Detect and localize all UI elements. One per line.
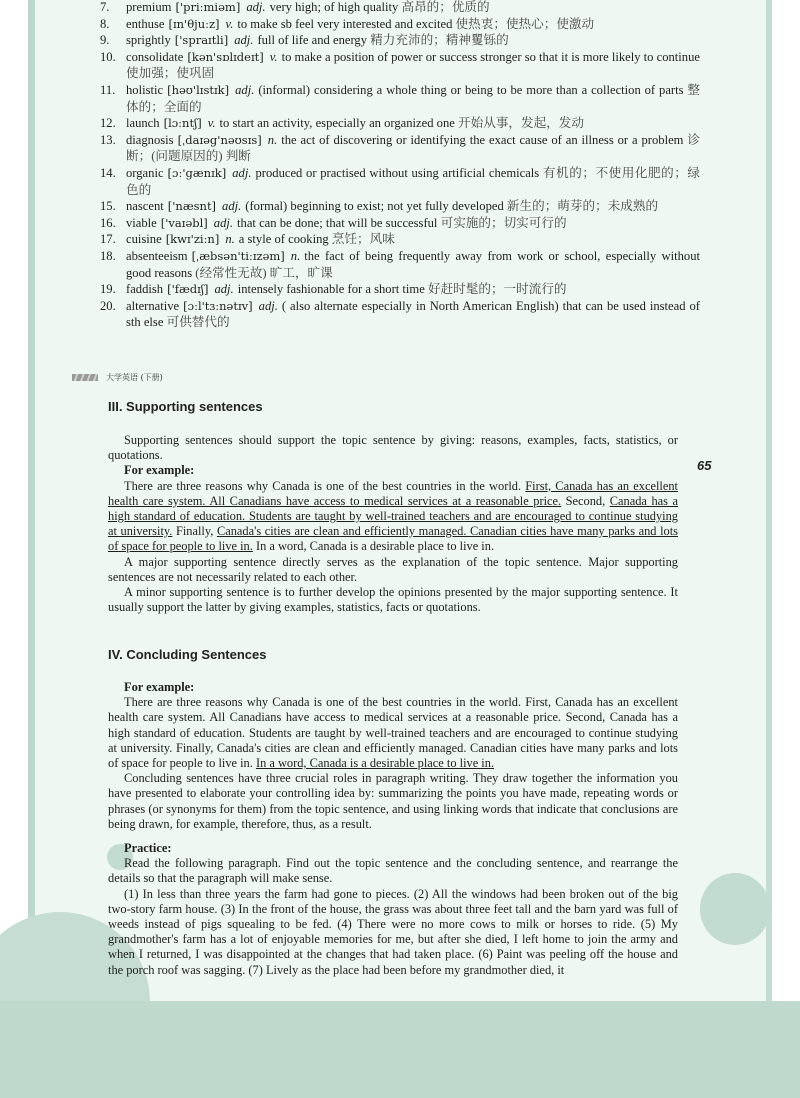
entry-definition: that can be done; that will be successful bbox=[237, 215, 438, 230]
entry-body bbox=[126, 115, 700, 132]
entry-part-of-speech: n. bbox=[225, 232, 235, 247]
vocabulary-list bbox=[100, 0, 700, 331]
entry-word: alternative bbox=[126, 298, 180, 313]
supporting-sentence-underlined: First, Canada has an excellent health care system. All Canadians have access to medical services at a reasonable price. bbox=[108, 478, 679, 508]
entry-definition: (informal) considering a whole thing or being to be more than a collection of parts bbox=[258, 82, 684, 97]
entry-number: 16. bbox=[100, 215, 116, 230]
entry-part-of-speech: v. bbox=[269, 49, 278, 64]
entry-chinese-translation: 诊断；(问题原因的) 判断 bbox=[126, 132, 700, 164]
entry-body bbox=[126, 16, 700, 33]
minor-supporting-explanation: A minor supporting sentence is to further develop the opinions presented by the major supporting sentence. It usually support the latter by giving examples, statistics, facts or quotations. bbox=[108, 585, 678, 615]
entry-chinese-translation: 开始从事，发起，发动 bbox=[458, 116, 584, 131]
running-head bbox=[72, 372, 163, 383]
entry-word: viable bbox=[126, 215, 157, 230]
entry-word: absenteeism bbox=[126, 248, 188, 263]
supporting-sentences-body bbox=[108, 433, 678, 615]
entry-definition: the fact of being frequently away from work or school, especially without good reasons bbox=[126, 248, 700, 280]
entry-number: 8. bbox=[100, 16, 110, 31]
entry-chinese-translation: 新生的；萌芽的；未成熟的 bbox=[506, 199, 659, 214]
entry-chinese-translation: 使加强；使巩固 bbox=[126, 66, 215, 81]
entry-definition: a style of cooking bbox=[238, 232, 329, 247]
entry-body bbox=[126, 198, 700, 215]
entry-definition: very high; of high quality bbox=[269, 0, 399, 14]
entry-number: 18. bbox=[100, 248, 116, 263]
entry-chinese-translation: 使热衷；使热心；使激动 bbox=[455, 16, 595, 31]
entry-chinese-translation: 精力充沛的；精神矍铄的 bbox=[370, 33, 509, 48]
entry-body bbox=[126, 298, 700, 331]
supporting-intro: Supporting sentences should support the topic sentence by giving: reasons, examples, facts, statistics, or quotations. bbox=[108, 433, 678, 463]
entry-part-of-speech: adj. bbox=[258, 298, 278, 313]
example-text: Second, bbox=[561, 493, 610, 508]
vocabulary-entry bbox=[100, 32, 700, 49]
entry-pronunciation: ['spraɪtli] bbox=[174, 33, 229, 48]
entry-number: 7. bbox=[100, 0, 110, 14]
entry-chinese-translation: 烹饪；风味 bbox=[331, 232, 395, 247]
entry-body bbox=[126, 231, 700, 248]
concluding-sentence-underlined: In a word, Canada is a desirable place to live in. bbox=[255, 756, 495, 771]
entry-number: 15. bbox=[100, 199, 116, 214]
entry-number: 12. bbox=[100, 116, 116, 131]
entry-pronunciation: [kwɪ'ziːn] bbox=[165, 232, 220, 247]
entry-body bbox=[126, 0, 700, 16]
vocabulary-entry bbox=[100, 0, 700, 16]
entry-part-of-speech: adj. bbox=[214, 282, 234, 297]
entry-body bbox=[126, 248, 700, 281]
entry-word: cuisine bbox=[126, 232, 162, 247]
vocabulary-entry bbox=[100, 231, 700, 248]
decorative-circle-right bbox=[700, 873, 770, 945]
entry-pronunciation: [lɔːntʃ] bbox=[163, 116, 202, 131]
vocabulary-entry bbox=[100, 248, 700, 281]
example-text: There are three reasons why Canada is one of the best countries in the world. bbox=[124, 478, 526, 493]
entry-chinese-translation: 可实施的；切实可行的 bbox=[440, 215, 567, 230]
entry-body bbox=[126, 165, 700, 198]
vocabulary-entry bbox=[100, 132, 700, 165]
vocabulary-entry bbox=[100, 281, 700, 298]
example-text: Finally, bbox=[172, 524, 217, 539]
entry-definition: to make sb feel very interested and excited bbox=[237, 16, 453, 31]
example-text: There are three reasons why Canada is one of the best countries in the world. First, Canada has an excellent health care system. All Canadians have access to medical services at a reasonable price. Second, Canada has a high standard of education. Students are taught by well-trained teachers and are encouraged to continue studying at university. Finally, Canada's cities are clean and efficiently managed. Canadian cities have many parks and lots of space for people to live in. bbox=[108, 695, 678, 771]
entry-number: 14. bbox=[100, 165, 116, 180]
entry-number: 19. bbox=[100, 282, 116, 297]
page-number: 65 bbox=[697, 458, 712, 473]
entry-body bbox=[126, 132, 700, 165]
entry-definition: produced or practised without using artificial chemicals bbox=[255, 165, 540, 180]
entry-chinese-translation: 整体的；全面的 bbox=[126, 82, 700, 114]
vocabulary-entry bbox=[100, 49, 700, 82]
entry-word: consolidate bbox=[126, 49, 184, 64]
entry-body bbox=[126, 82, 700, 115]
vocabulary-entry bbox=[100, 16, 700, 33]
entry-number: 9. bbox=[100, 33, 110, 48]
entry-pronunciation: [ˌdaɪəg'nəʊsɪs] bbox=[177, 132, 262, 147]
entry-word: sprightly bbox=[126, 33, 171, 48]
entry-chinese-translation: 高昂的；优质的 bbox=[401, 0, 490, 14]
running-head-stripe-icon bbox=[72, 374, 98, 381]
entry-pronunciation: ['priːmiəm] bbox=[175, 0, 241, 14]
entry-pronunciation: [ɔː'gænɪk] bbox=[167, 165, 227, 180]
entry-definition: the act of discovering or identifying the exact cause of an illness or a problem bbox=[281, 132, 684, 147]
entry-pronunciation: [ˌæbsən'tiːɪzəm] bbox=[191, 248, 285, 263]
entry-word: premium bbox=[126, 0, 172, 14]
entry-part-of-speech: adj. bbox=[232, 165, 252, 180]
practice-paragraph: (1) In less than three years the farm had gone to pieces. (2) All the windows had been broken out of the big two-story farm house. (3) In the front of the house, the grass was about three feet tall and the barn yard was full of weeds instead of pigs squealing to be fed. (4) There were no more cows to milk or horses to ride. (5) My grandmother's farm has a lot of enjoyable memories for me, but after she died, I left home to join the army and when I returned, I was disappointed at the changes that had taken place. (6) Paint was peeling off the house and the porch roof was sagging. (7) Lively as the place had been before my grandmother died, it bbox=[108, 886, 678, 977]
concluding-explanation: Concluding sentences have three crucial roles in paragraph writing. They draw together the information you have presented to elaborate your controlling idea by: summarizing the points you have made, repeating words or phrases (or synonyms for them) from the topic sentence, and using linking words that indicate that conclusions are being drawn, for example, therefore, thus, as a result. bbox=[108, 771, 678, 831]
entry-definition: to start an activity, especially an organized one bbox=[219, 116, 455, 131]
entry-pronunciation: [ɪn'θjuːz] bbox=[168, 16, 220, 31]
entry-pronunciation: [ɔːl'tɜːnətɪv] bbox=[183, 298, 253, 313]
entry-pronunciation: [həʊ'lɪstɪk] bbox=[167, 82, 230, 97]
entry-word: enthuse bbox=[126, 16, 165, 31]
example-label: For example: bbox=[124, 680, 195, 694]
vocabulary-entry bbox=[100, 115, 700, 132]
supporting-sentence-underlined: Canada's cities are clean and efficiently managed. Canadian cities have many parks and lots of space for people to live in. bbox=[108, 524, 678, 554]
example-label: For example: bbox=[124, 463, 195, 478]
running-head-title: 大学英语 (下册) bbox=[106, 373, 163, 382]
entry-chinese-translation: 好赶时髦的；一时流行的 bbox=[427, 282, 567, 297]
entry-part-of-speech: adj. bbox=[222, 199, 242, 214]
vocabulary-entry bbox=[100, 165, 700, 198]
entry-part-of-speech: n. bbox=[267, 132, 278, 147]
entry-word: nascent bbox=[126, 199, 164, 214]
vocabulary-entry bbox=[100, 215, 700, 232]
entry-number: 17. bbox=[100, 232, 116, 247]
entry-word: faddish bbox=[126, 282, 164, 297]
entry-number: 11. bbox=[100, 82, 116, 97]
entry-chinese-translation: 有机的；不使用化肥的；绿色的 bbox=[126, 165, 701, 197]
page-right-rail bbox=[766, 0, 772, 1010]
entry-word: diagnosis bbox=[126, 132, 174, 147]
entry-body bbox=[126, 215, 700, 232]
entry-body bbox=[126, 49, 700, 82]
section-title-supporting: III. Supporting sentences bbox=[108, 399, 263, 414]
entry-part-of-speech: v. bbox=[207, 116, 216, 131]
entry-pronunciation: ['næsnt] bbox=[167, 199, 217, 214]
vocabulary-entry bbox=[100, 198, 700, 215]
concluding-sentences-body bbox=[108, 680, 678, 978]
entry-part-of-speech: adj. bbox=[234, 33, 254, 48]
example-text: In a word, Canada is a desirable place to live in. bbox=[252, 539, 495, 554]
entry-word: launch bbox=[126, 116, 160, 131]
entry-definition: intensely fashionable for a short time bbox=[237, 282, 425, 297]
supporting-sentence-underlined: Canada has a high standard of education. Students are taught by well-trained teachers and are encouraged to continue studying at university. bbox=[108, 493, 678, 539]
entry-definition: (formal) beginning to exist; not yet fully developed bbox=[245, 199, 504, 214]
major-supporting-explanation: A major supporting sentence directly serves as the explanation of the topic sentence. Major supporting sentences are not necessarily related to each other. bbox=[108, 554, 678, 584]
entry-part-of-speech: n. bbox=[290, 248, 301, 263]
page-left-rail bbox=[28, 0, 35, 1010]
entry-pronunciation: [kən'sɒlɪdeɪt] bbox=[187, 49, 264, 64]
entry-number: 13. bbox=[100, 132, 116, 147]
entry-part-of-speech: adj. bbox=[246, 0, 266, 14]
supporting-example-paragraph bbox=[108, 479, 678, 555]
bottom-band bbox=[0, 1001, 800, 1098]
entry-chinese-translation: 可供替代的 bbox=[166, 315, 230, 330]
entry-definition: to make a position of power or success stronger so that it is more likely to continue bbox=[281, 49, 700, 64]
practice-label: Practice: bbox=[124, 841, 172, 856]
entry-word: holistic bbox=[126, 82, 164, 97]
practice-instructions: Read the following paragraph. Find out the topic sentence and the concluding sentence, and rearrange the details so that the paragraph will make sense. bbox=[108, 856, 678, 886]
entry-pronunciation: ['vaɪəbl] bbox=[160, 215, 208, 230]
concluding-example-paragraph bbox=[108, 695, 678, 771]
entry-part-of-speech: v. bbox=[225, 16, 234, 31]
entry-chinese-translation: (经常性无故) 旷工，旷课 bbox=[195, 265, 333, 280]
entry-body bbox=[126, 281, 700, 298]
entry-definition: full of life and energy bbox=[257, 33, 368, 48]
entry-definition: ( also alternate especially in North American English) that can be used instead of sth else bbox=[126, 298, 700, 330]
entry-pronunciation: ['fædɪʃ] bbox=[167, 282, 209, 297]
vocabulary-entry bbox=[100, 82, 700, 115]
entry-number: 20. bbox=[100, 298, 116, 313]
entry-part-of-speech: adj. bbox=[213, 215, 234, 230]
entry-word: organic bbox=[126, 165, 164, 180]
entry-body bbox=[126, 32, 700, 49]
vocabulary-entry bbox=[100, 298, 700, 331]
entry-number: 10. bbox=[100, 49, 116, 64]
entry-part-of-speech: adj. bbox=[235, 82, 255, 97]
section-title-concluding: IV. Concluding Sentences bbox=[108, 647, 267, 662]
